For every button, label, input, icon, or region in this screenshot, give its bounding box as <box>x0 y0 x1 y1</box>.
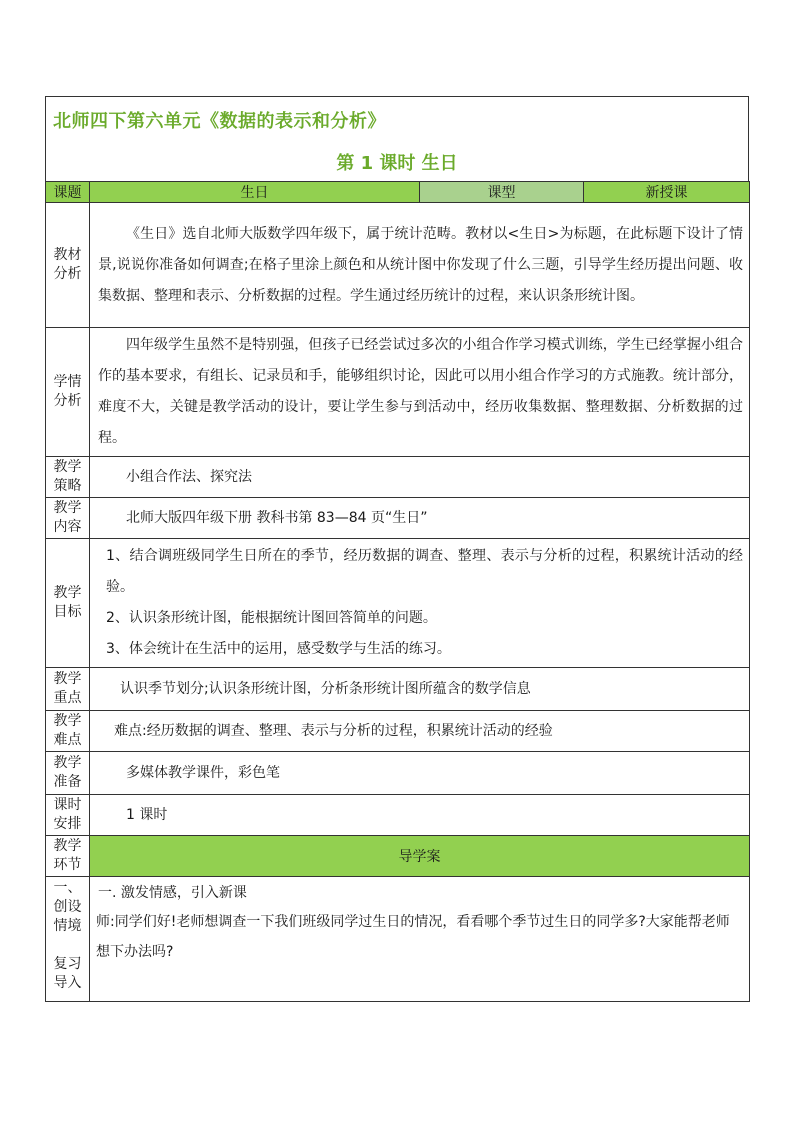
step-one-row <box>46 877 750 1002</box>
keypoint-label-top: 教学 <box>53 671 82 687</box>
difficulty-label-bottom: 难点 <box>53 732 82 748</box>
step-one-label-line-2: 创设 <box>53 899 82 915</box>
goals-label-bottom: 目标 <box>53 604 82 620</box>
strategy-row <box>46 457 750 498</box>
topic-value: 生日 <box>90 182 420 203</box>
difficulty-row <box>46 711 750 752</box>
difficulty-label-top: 教学 <box>53 713 82 729</box>
students-row <box>46 328 750 457</box>
step-header-label-bottom: 环节 <box>53 857 82 873</box>
hours-row <box>46 795 750 836</box>
prep-row <box>46 752 750 795</box>
goals-cell <box>90 539 750 668</box>
students-label-bottom: 分析 <box>53 393 82 409</box>
step-header-title: 导学案 <box>90 836 750 877</box>
goal-item-3: 3、体会统计在生活中的运用，感受数学与生活的练习。 <box>106 641 451 657</box>
material-label-top: 教材 <box>53 247 82 263</box>
difficulty-label <box>46 711 90 752</box>
goals-row <box>46 539 750 668</box>
students-label-top: 学情 <box>53 374 82 390</box>
material-label-bottom: 分析 <box>53 266 82 282</box>
topic-label: 课题 <box>46 182 90 203</box>
step-one-label-spacer <box>46 936 89 955</box>
type-label: 课型 <box>420 182 584 203</box>
content-text: 北师大版四年级下册 教科书第 83—84 页“生日” <box>90 498 750 539</box>
strategy-label <box>46 457 90 498</box>
step-one-cell <box>90 877 750 1002</box>
goal-item-1: 1、结合调班级同学生日所在的季节，经历数据的调查、整理、表示与分析的过程，积累统计活动的经验。 <box>106 548 743 595</box>
keypoint-label-bottom: 重点 <box>53 690 82 706</box>
step-one-label-line-1: 一、 <box>53 880 82 896</box>
keypoint-row <box>46 668 750 711</box>
step-one-label-line-6: 导入 <box>53 975 82 991</box>
lesson-plan-table <box>45 181 750 1002</box>
material-label <box>46 203 90 328</box>
type-value: 新授课 <box>584 182 750 203</box>
content-label <box>46 498 90 539</box>
step-one-label-line-5: 复习 <box>53 956 82 972</box>
step-one-text: 师:同学们好!老师想调查一下我们班级同学过生日的情况，看看哪个季节过生日的同学多?大家能帮老师想下办法吗? <box>96 914 730 960</box>
hours-label-top: 课时 <box>53 797 82 813</box>
title-block <box>45 96 749 181</box>
strategy-label-top: 教学 <box>53 459 82 475</box>
step-one-label-line-3: 情境 <box>53 918 82 934</box>
material-row <box>46 203 750 328</box>
prep-label-bottom: 准备 <box>53 774 82 790</box>
students-text: 四年级学生虽然不是特别强，但孩子已经尝试过多次的小组合作学习模式训练，学生已经掌握小组合作的基本要求，有组长、记录员和手，能够组织讨论，因此可以用小组合作学习的方式施教。统计部分，难度不大，关键是教学活动的设计，要让学生参与到活动中，经历收集数据、整理数据、分析数据的过程。 <box>98 337 743 446</box>
goals-label-top: 教学 <box>53 585 82 601</box>
step-header-label-top: 教学 <box>53 838 82 854</box>
goal-item-2: 2、认识条形统计图，能根据统计图回答简单的问题。 <box>106 610 437 626</box>
students-label <box>46 328 90 457</box>
step-header-row <box>46 836 750 877</box>
lesson-plan-sheet <box>45 96 749 1002</box>
unit-title: 北师四下第六单元《数据的表示和分析》 <box>53 111 386 132</box>
lesson-title: 第 1 课时 生日 <box>336 153 458 174</box>
strategy-text: 小组合作法、探究法 <box>90 457 750 498</box>
students-cell <box>90 328 750 457</box>
material-text: 《生日》选自北师大版数学四年级下，属于统计范畴。教材以<生日>为标题，在此标题下设计了情景,说说你准备如何调查;在格子里涂上颜色和从统计图中你发现了什么三题，引导学生经历提出问题、收集数据、整理和表示、分析数据的过程。学生通过经历统计的过程，来认识条形统计图。 <box>98 225 743 304</box>
prep-label-top: 教学 <box>53 755 82 771</box>
step-header-label <box>46 836 90 877</box>
topic-row <box>46 182 750 203</box>
content-row <box>46 498 750 539</box>
content-label-top: 教学 <box>53 500 82 516</box>
keypoint-label <box>46 668 90 711</box>
content-label-bottom: 内容 <box>53 519 82 535</box>
difficulty-text: 难点:经历数据的调查、整理、表示与分析的过程，积累统计活动的经验 <box>90 711 750 752</box>
material-cell <box>90 203 750 328</box>
prep-text: 多媒体教学课件，彩色笔 <box>90 752 750 795</box>
hours-label-bottom: 安排 <box>53 816 82 832</box>
goals-label <box>46 539 90 668</box>
hours-text: 1 课时 <box>90 795 750 836</box>
step-one-heading: 一. 激发情感，引入新课 <box>98 885 247 901</box>
step-one-label <box>46 877 90 1002</box>
keypoint-text: 认识季节划分;认识条形统计图，分析条形统计图所蕴含的数学信息 <box>90 668 750 711</box>
prep-label <box>46 752 90 795</box>
hours-label <box>46 795 90 836</box>
strategy-label-bottom: 策略 <box>53 478 82 494</box>
